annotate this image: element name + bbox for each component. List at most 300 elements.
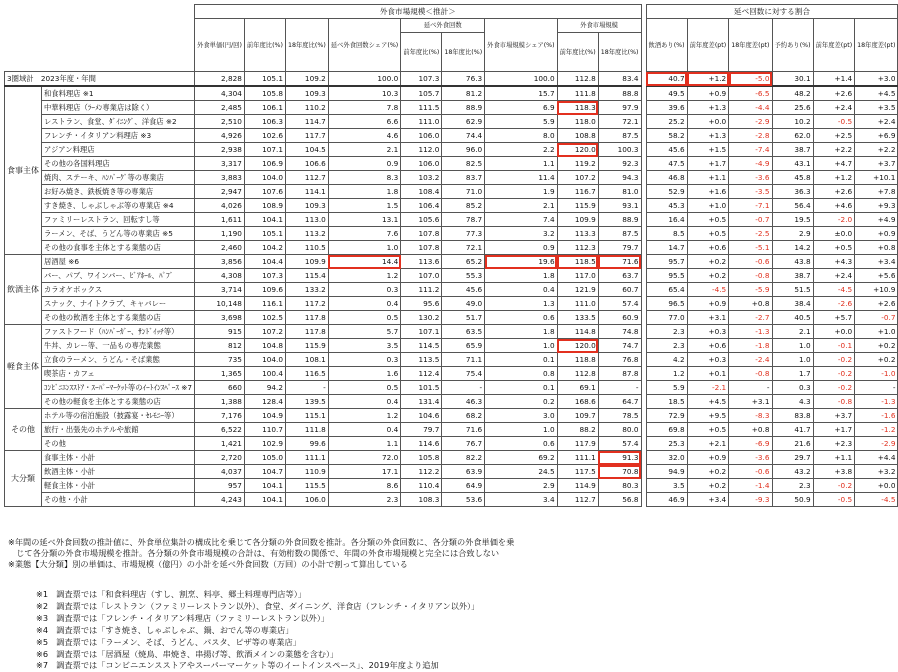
method-notes [8,537,640,570]
cell-value: 108.4 [401,185,442,199]
header-visits-sub: 延べ外食回数 [401,19,485,33]
cell-value: -0.5 [813,493,855,507]
table-row [5,465,898,479]
cell-value: 113.5 [401,353,442,367]
cell-value: 109.2 [286,72,329,87]
header-market-group: 外食市場規模＜推計＞ [195,5,641,19]
cell-value: 63.5 [442,325,485,339]
cell-value: +2.2 [813,143,855,157]
header-drink-yoy: 前年度差(pt) [687,19,729,72]
table-row [5,115,898,129]
cell-value: 104.1 [244,479,285,493]
cell-value: -6.5 [729,86,772,101]
cell-value: 111.1 [557,451,598,465]
cell-value: +0.0 [813,325,855,339]
cell-value: 2.3 [646,325,687,339]
row-label: 3圏域計 2023年度・年間 [5,72,195,87]
cell-value: 88.8 [598,86,641,101]
cell-value: 1.1 [328,437,400,451]
cell-value: 78.5 [598,409,641,423]
cell-value: 109.3 [286,86,329,101]
cell-value: 1.2 [328,409,400,423]
cell-value: -5.0 [729,72,772,87]
cell-value: 105.8 [244,86,285,101]
cell-value: 1,365 [195,367,245,381]
cell-value: - [286,381,329,395]
cell-value: 105.7 [401,86,442,101]
cell-value: +2.4 [813,269,855,283]
cell-value: 10.2 [772,115,813,129]
row-label: 牛丼、カレー等、一品もの専売業態 [42,339,195,353]
cell-value: 62.9 [442,115,485,129]
cell-value: 0.4 [328,297,400,311]
cell-value: 1.2 [646,367,687,381]
table-row [5,297,898,311]
row-label: 飲酒主体・小計 [42,465,195,479]
cell-value: 83.7 [442,171,485,185]
cell-value: +1.6 [687,185,729,199]
cell-value: +0.9 [687,86,729,101]
cell-value: 65.9 [442,339,485,353]
cell-value: 3,883 [195,171,245,185]
cell-value: +0.3 [687,353,729,367]
cell-value: +0.0 [855,479,898,493]
cell-value: 110.4 [401,479,442,493]
cell-value: 8.6 [328,479,400,493]
header-market-sub: 外食市場規模 [557,19,641,33]
table-row [5,199,898,213]
table-row [5,479,898,493]
table-row [5,367,898,381]
cell-value: 107.2 [557,171,598,185]
cell-value: 112.7 [557,493,598,507]
cell-value: 4.3 [772,395,813,409]
cell-value: 72.1 [598,115,641,129]
cell-value: 41.7 [772,423,813,437]
cell-value: 117.9 [557,437,598,451]
cell-value: 77.3 [442,227,485,241]
cell-value: 51.5 [772,283,813,297]
cell-value: -0.5 [813,115,855,129]
cell-value: 101.5 [401,381,442,395]
cell-value: +0.2 [855,339,898,353]
cell-value: 130.2 [401,311,442,325]
footnote: ※6 調査票では「居酒屋（焼鳥、串焼き、串揚げ等、飲酒メインの業態を含む）」 [36,648,339,659]
cell-value: 0.4 [328,423,400,437]
cell-value: 110.2 [286,101,329,115]
cell-value: 115.5 [286,479,329,493]
cell-value: +4.9 [855,213,898,227]
table-row [5,311,898,325]
cell-value: 1.7 [772,367,813,381]
cell-value: 106.6 [286,157,329,171]
cell-value: 57.4 [598,297,641,311]
cell-value: 74.4 [442,129,485,143]
note-line: ※年間の延べ外食回数の推計値に、外食単位集計の構成比を乗じて各分類の外食回数を推計。各分類の外食回数に、各分類の外食単価を乗 [8,537,515,547]
market-size-table [4,4,898,507]
cell-value: 2.3 [772,479,813,493]
cell-value: 111.0 [401,115,442,129]
cell-value: 0.6 [485,437,557,451]
row-label: 軽食主体・小計 [42,479,195,493]
cell-value: 46.8 [646,171,687,185]
cell-value: -5.1 [729,241,772,255]
cell-value: 46.3 [442,395,485,409]
cell-value: +0.3 [687,325,729,339]
cell-value: 25.3 [646,437,687,451]
cell-value: 116.1 [244,297,285,311]
category-group-label: 軽食主体 [5,325,42,409]
cell-value: -1.3 [729,325,772,339]
cell-value: 1.5 [328,199,400,213]
cell-value: 45.3 [646,199,687,213]
cell-value: 133.2 [286,283,329,297]
cell-value: 110.9 [286,465,329,479]
header-visits-vs18: 18年度比(%) [442,33,485,72]
cell-value: -0.2 [813,367,855,381]
header-ratio-group: 延べ回数に対する割合 [646,5,898,19]
row-label: その他の軽食を主体とする業態の店 [42,395,195,409]
cell-value: 2,510 [195,115,245,129]
cell-value: 102.6 [244,129,285,143]
cell-value: 79.7 [598,241,641,255]
cell-value: 5.7 [328,325,400,339]
cell-value: 104.1 [244,213,285,227]
cell-value: +0.0 [687,115,729,129]
row-label: ファストフード（ﾊﾝﾊﾞｰｶﾞｰ、ｻﾝﾄﾞｲｯﾁ等） [42,325,195,339]
cell-value: 7.6 [328,227,400,241]
cell-value: 0.1 [485,381,557,395]
cell-value: 0.2 [485,395,557,409]
category-group-label: 飲酒主体 [5,255,42,325]
cell-value: +0.9 [855,227,898,241]
footnote: ※2 調査票では「レストラン（ファミリーレストラン以外）、食堂、ダイニング、洋食店（フレンチ・イタリアン以外）」 [36,600,480,611]
cell-value: 88.2 [557,423,598,437]
cell-value: 63.9 [442,465,485,479]
cell-value: 110.7 [244,423,285,437]
header-visit-share: 延べ外食回数シェア(%) [328,19,400,72]
cell-value: 109.7 [557,409,598,423]
cell-value: +0.9 [687,297,729,311]
cell-value: 128.4 [244,395,285,409]
cell-value: 0.4 [328,395,400,409]
cell-value: 82.5 [442,157,485,171]
cell-value: 108.1 [286,353,329,367]
footnote: ※5 調査票では「ラーメン、そば、うどん、パスタ、ピザ等の専業店」 [36,636,301,647]
cell-value: -0.6 [729,255,772,269]
cell-value: 95.6 [401,297,442,311]
cell-value: 2.1 [772,325,813,339]
cell-value: - [442,381,485,395]
cell-value: 104.4 [244,255,285,269]
table-row [5,143,898,157]
cell-value: 97.9 [598,101,641,115]
cell-value: 0.3 [772,381,813,395]
cell-value: +1.2 [687,72,729,87]
cell-value: 7.8 [328,101,400,115]
cell-value: +1.7 [813,423,855,437]
cell-value: 2,460 [195,241,245,255]
cell-value: - [598,381,641,395]
cell-value: -5.9 [729,283,772,297]
cell-value: 114.5 [401,339,442,353]
cell-value: 25.2 [646,115,687,129]
cell-value: 2.1 [485,199,557,213]
cell-value: -3.5 [729,185,772,199]
cell-value: 14.2 [772,241,813,255]
cell-value: 63.7 [598,269,641,283]
cell-value: 100.0 [485,72,557,87]
header-drink: 飲酒あり(%) [646,19,687,72]
cell-value: 39.6 [646,101,687,115]
cell-value: +4.4 [855,451,898,465]
cell-value: 115.9 [286,339,329,353]
cell-value: 7.4 [485,213,557,227]
cell-value: 131.4 [401,395,442,409]
cell-value: -2.5 [729,227,772,241]
cell-value: 18.5 [646,395,687,409]
cell-value: -2.8 [729,129,772,143]
cell-value: 4,243 [195,493,245,507]
cell-value: 1.0 [772,353,813,367]
cell-value: -0.2 [813,381,855,395]
cell-value: 6.6 [328,115,400,129]
cell-value: 104.8 [244,339,285,353]
cell-value: -4.5 [855,493,898,507]
cell-value: 10.3 [328,86,400,101]
cell-value: +3.5 [855,101,898,115]
cell-value: +3.4 [855,255,898,269]
cell-value: 8.5 [646,227,687,241]
cell-value: 107.8 [401,241,442,255]
cell-value: 49.5 [646,86,687,101]
cell-value: 812 [195,339,245,353]
table-row [5,269,898,283]
cell-value: 16.4 [646,213,687,227]
header-reserve: 予約あり(%) [772,19,813,72]
cell-value: 4,926 [195,129,245,143]
cell-value: 62.0 [772,129,813,143]
cell-value: 29.7 [772,451,813,465]
cell-value: 60.7 [598,283,641,297]
cell-value: 117.2 [286,297,329,311]
cell-value: 2.9 [485,479,557,493]
cell-value: 105.0 [244,451,285,465]
cell-value: -2.6 [813,297,855,311]
cell-value: 58.2 [646,129,687,143]
cell-value: 100.3 [598,143,641,157]
cell-value: 139.5 [286,395,329,409]
cell-value: 8.3 [328,171,400,185]
cell-value: 111.0 [557,297,598,311]
cell-value: +9.3 [855,199,898,213]
cell-value: 114.1 [286,185,329,199]
cell-value: 109.3 [286,199,329,213]
cell-value: 69.8 [646,423,687,437]
cell-value: -1.8 [729,339,772,353]
cell-value: 1.8 [328,185,400,199]
cell-value: +0.2 [687,269,729,283]
cell-value: 112.0 [401,143,442,157]
cell-value: 71.1 [442,353,485,367]
note-line: ※業態【大分類】別の単価は、市場規模（億円）の小計を延べ外食回数（万回）の小計で割って算出している [8,559,408,569]
cell-value: 21.6 [772,437,813,451]
cell-value: 104.6 [401,409,442,423]
cell-value: 38.7 [772,143,813,157]
cell-value: 64.7 [598,395,641,409]
cell-value: 80.0 [598,423,641,437]
cell-value: 110.5 [286,241,329,255]
cell-value: 74.7 [598,339,641,353]
cell-value: 119.2 [557,157,598,171]
cell-value: 0.9 [485,241,557,255]
cell-value: +0.2 [687,479,729,493]
cell-value: 68.2 [442,409,485,423]
cell-value: 2,938 [195,143,245,157]
cell-value: 115.4 [286,269,329,283]
cell-value: 106.0 [401,157,442,171]
cell-value: +2.4 [855,115,898,129]
cell-value: 2.3 [646,339,687,353]
cell-value: +4.6 [813,199,855,213]
cell-value: 85.2 [442,199,485,213]
cell-value: -9.3 [729,493,772,507]
cell-value: 108.8 [557,129,598,143]
cell-value: 1,190 [195,227,245,241]
cell-value: 0.5 [328,381,400,395]
cell-value: 30.1 [772,72,813,87]
cell-value: 81.2 [442,86,485,101]
cell-value: 0.5 [328,311,400,325]
cell-value: 1.6 [328,367,400,381]
cell-value: 112.4 [401,367,442,381]
cell-value: 3.4 [485,493,557,507]
cell-value: +3.1 [729,395,772,409]
cell-value: +0.5 [813,241,855,255]
cell-value: 87.5 [598,227,641,241]
cell-value: 2.9 [772,227,813,241]
cell-value: 112.7 [286,171,329,185]
cell-value: 111.5 [401,101,442,115]
row-label: すき焼き、しゃぶしゃぶ等の専業店 ※4 [42,199,195,213]
cell-value: 120.0 [557,143,598,157]
cell-value: 3,856 [195,255,245,269]
cell-value: 108.9 [244,199,285,213]
cell-value: +1.3 [687,101,729,115]
footnote: ※1 調査票では「和食料理店（すし、割烹、料亭、郷土料理専門店等）」 [36,589,306,599]
cell-value: +6.9 [855,129,898,143]
table-row [5,283,898,297]
cell-value: 2,828 [195,72,245,87]
cell-value: 0.1 [485,353,557,367]
cell-value: +0.5 [687,213,729,227]
footnotes [36,589,479,672]
cell-value: 0.8 [485,367,557,381]
cell-value: 109.6 [244,283,285,297]
cell-value: 1.8 [485,269,557,283]
footnote: ※4 調査票では「すき焼き、しゃぶしゃぶ、鍋、おでん等の専業店」 [36,624,294,635]
cell-value: +1.0 [687,199,729,213]
cell-value: 106.3 [244,115,285,129]
cell-value: 105.1 [244,227,285,241]
cell-value: 106.1 [244,101,285,115]
cell-value: 105.8 [401,451,442,465]
cell-value: 115.9 [557,199,598,213]
cell-value: 3.5 [646,479,687,493]
cell-value: 55.3 [442,269,485,283]
cell-value: 107.0 [401,269,442,283]
cell-value: -8.3 [729,409,772,423]
cell-value: 43.2 [772,465,813,479]
header-market-yoy: 前年度比(%) [557,33,598,72]
cell-value: +2.4 [813,101,855,115]
cell-value: +2.6 [855,297,898,311]
header-visits-yoy: 前年度比(%) [401,33,442,72]
cell-value: -2.0 [813,213,855,227]
cell-value: 118.8 [557,353,598,367]
cell-value: +2.5 [813,129,855,143]
cell-value: 1.0 [485,423,557,437]
row-label: 焼肉、ステーキ、ﾊﾝﾊﾞｰｸﾞ等の専業店 [42,171,195,185]
cell-value: 2,720 [195,451,245,465]
row-label: ホテル等の宿泊施設（披露宴・ｾﾚﾓﾆｰ等） [42,409,195,423]
cell-value: 102.5 [244,311,285,325]
cell-value: +0.2 [687,465,729,479]
cell-value: 115.1 [286,409,329,423]
cell-value: -0.1 [813,339,855,353]
cell-value: 6,522 [195,423,245,437]
cell-value: -2.4 [729,353,772,367]
cell-value: +3.0 [855,72,898,87]
cell-value: +0.6 [687,339,729,353]
cell-value: 106.4 [401,199,442,213]
header-reserve-yoy: 前年度差(pt) [813,19,855,72]
cell-value: 70.8 [598,465,641,479]
row-label: バー、パブ、ワインバー、ﾋﾞｱﾎｰﾙ、ﾊﾟﾌﾞ [42,269,195,283]
cell-value: 113.0 [286,213,329,227]
cell-value: 88.9 [442,101,485,115]
cell-value: 104.0 [244,353,285,367]
cell-value: 38.7 [772,269,813,283]
cell-value: 112.8 [557,367,598,381]
row-label: アジアン料理店 [42,143,195,157]
cell-value: 3,317 [195,157,245,171]
cell-value: 4,026 [195,199,245,213]
table-row [5,255,898,269]
cell-value: 80.3 [598,479,641,493]
cell-value: 83.4 [598,72,641,87]
cell-value: 116.5 [286,367,329,381]
cell-value: 114.7 [286,115,329,129]
cell-value: 74.8 [598,325,641,339]
cell-value: 111.1 [286,451,329,465]
cell-value: 91.3 [598,451,641,465]
cell-value: 104.5 [286,143,329,157]
cell-value: 46.9 [646,493,687,507]
cell-value: 43.1 [772,157,813,171]
table-row [5,213,898,227]
cell-value: 36.3 [772,185,813,199]
cell-value: 69.2 [485,451,557,465]
cell-value: 43.8 [772,255,813,269]
cell-value: 82.2 [442,451,485,465]
cell-value: 107.2 [244,325,285,339]
cell-value: -7.4 [729,143,772,157]
cell-value: 94.9 [646,465,687,479]
cell-value: 94.2 [244,381,285,395]
cell-value: +0.2 [855,353,898,367]
cell-value: 117.7 [286,129,329,143]
